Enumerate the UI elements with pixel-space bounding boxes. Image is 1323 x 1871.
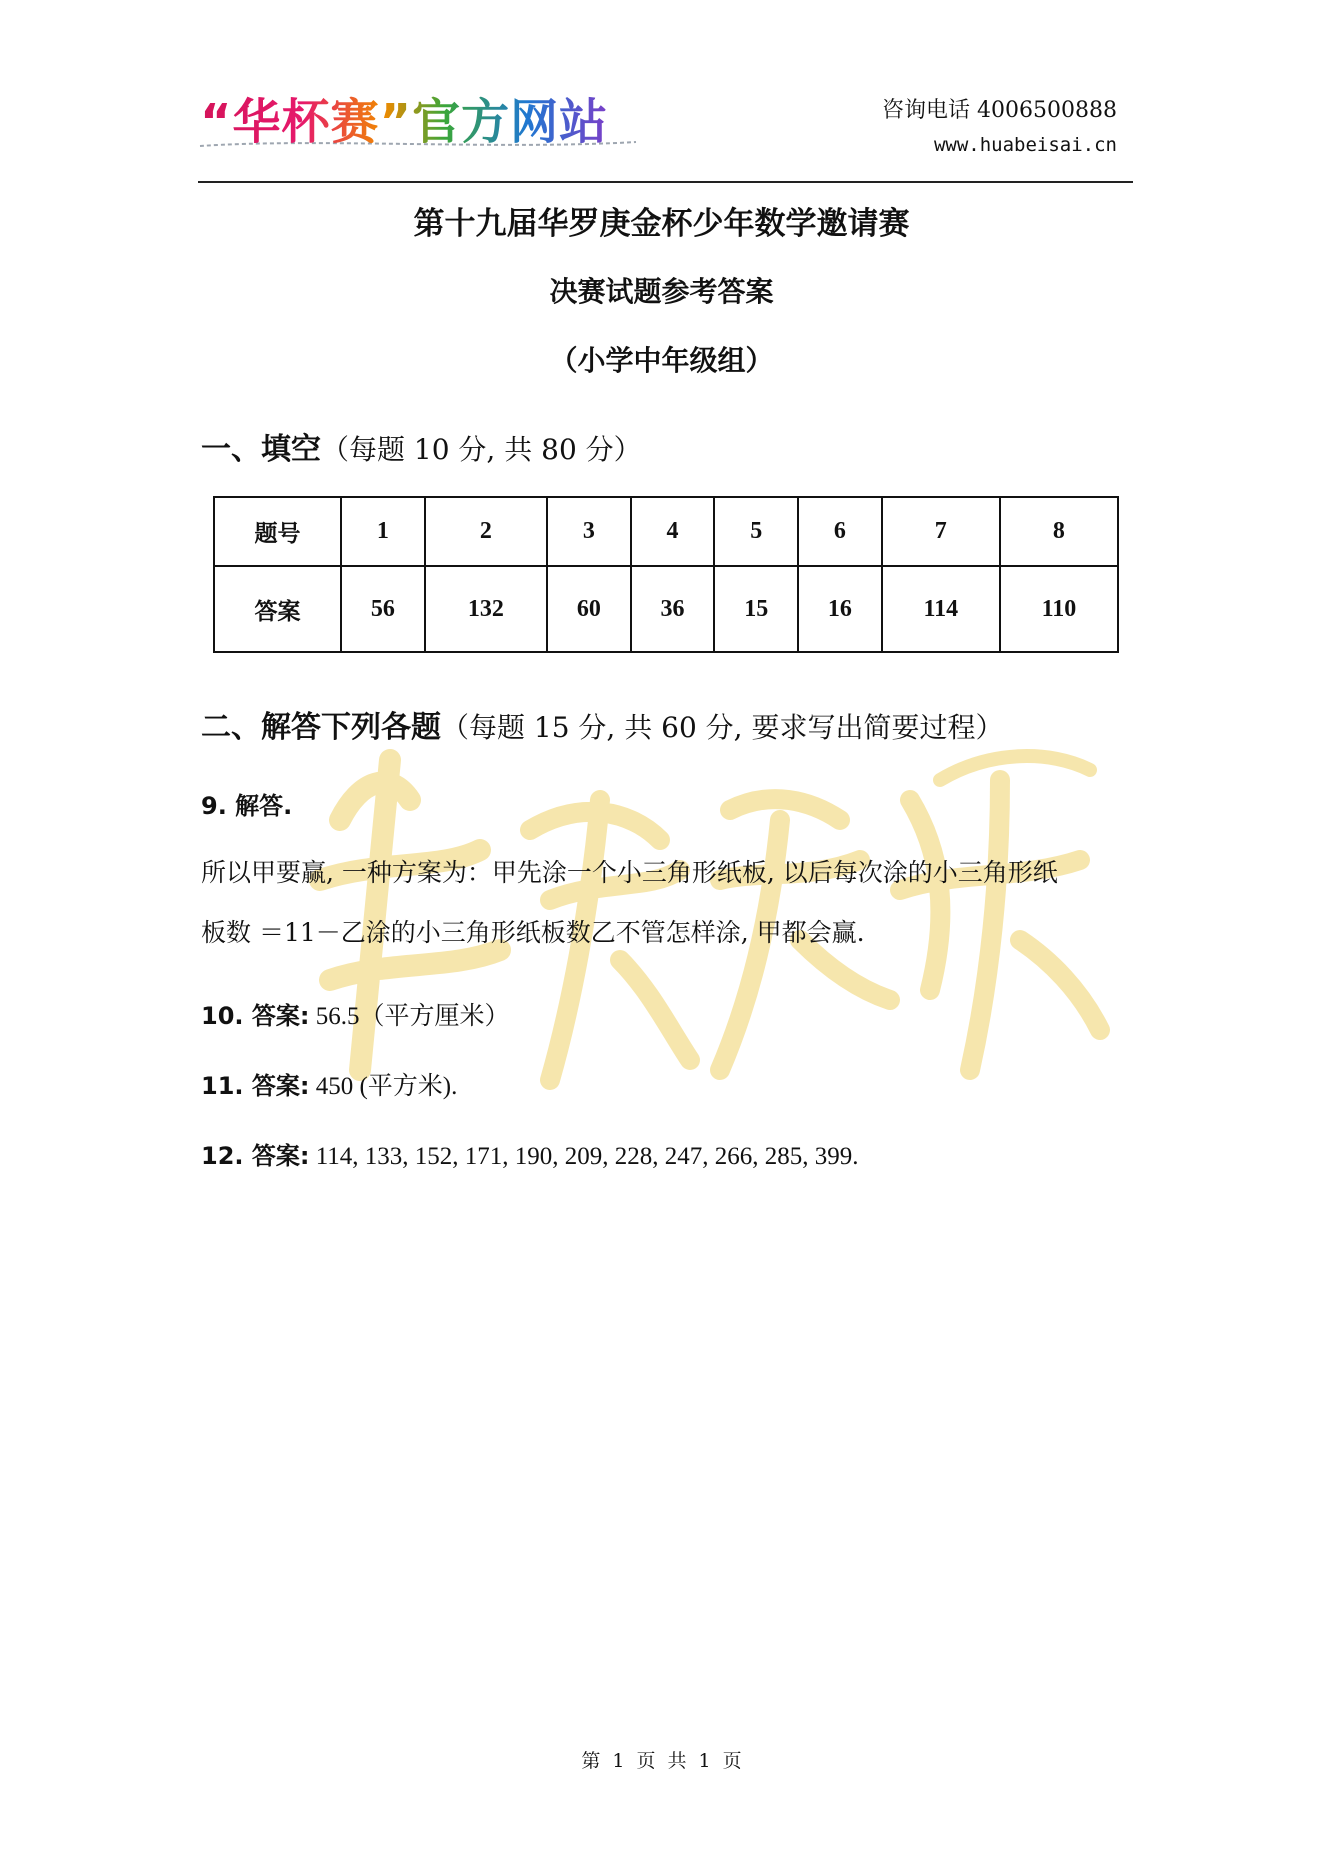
table-cell-number: 6	[798, 497, 882, 566]
table-row	[214, 497, 1118, 566]
answer-table	[213, 496, 1119, 653]
q9-line: 所以甲要赢, 一种方案为：甲先涂一个小三角形纸板, 以后每次涂的小三角形纸	[201, 858, 1058, 887]
section1-note: （每题 10 分, 共 80 分）	[321, 433, 642, 466]
q10-label: 10. 答案:	[201, 1002, 310, 1030]
table-cell-answer: 15	[714, 566, 798, 652]
table-row	[214, 566, 1118, 652]
q12-value: 114, 133, 152, 171, 190, 209, 228, 247, 266, 285, 399.	[309, 1143, 859, 1170]
site-logo	[198, 88, 638, 158]
table-cell-answer: 36	[631, 566, 715, 652]
logo-text: “华杯赛”官方网站	[200, 94, 609, 150]
section2-note: （每题 15 分, 共 60 分, 要求写出简要过程）	[441, 711, 1004, 744]
q9-solution	[201, 843, 1131, 963]
q12-label: 12. 答案:	[201, 1142, 310, 1170]
row-label-answer: 答案	[214, 566, 341, 652]
q10-value: 56.5（平方厘米）	[309, 1003, 510, 1030]
table-cell-number: 1	[341, 497, 425, 566]
phone-number: 咨询电话 4006500888	[882, 98, 1117, 123]
section1-title: 一、填空	[201, 432, 321, 467]
q9-line: 板数 ＝11－乙涂的小三角形纸板数乙不管怎样涂, 甲都会赢.	[201, 918, 865, 947]
table-cell-answer: 60	[547, 566, 631, 652]
section2-heading	[201, 702, 1003, 746]
q9-label	[201, 786, 292, 821]
q11-value: 450 (平方米).	[309, 1073, 458, 1100]
table-cell-number: 3	[547, 497, 631, 566]
table-cell-answer: 16	[798, 566, 882, 652]
table-cell-number: 7	[882, 497, 1000, 566]
table-cell-number: 2	[425, 497, 547, 566]
header-divider	[198, 181, 1133, 183]
q10-answer	[201, 996, 509, 1032]
table-cell-number: 8	[1000, 497, 1118, 566]
section2-title: 二、解答下列各题	[201, 710, 441, 745]
group-label: （小学中年级组）	[549, 344, 774, 377]
logo-graphic	[198, 88, 638, 158]
q12-answer	[201, 1136, 859, 1171]
table-cell-answer: 132	[425, 566, 547, 652]
page-title: 第十九届华罗庚金杯少年数学邀请赛	[413, 206, 910, 242]
contact-info	[882, 94, 1117, 162]
q9-label-text: 9. 解答.	[201, 792, 293, 820]
q11-label: 11. 答案:	[201, 1072, 310, 1100]
table-cell-answer: 114	[882, 566, 1000, 652]
section1-heading	[201, 424, 642, 468]
table-cell-answer: 110	[1000, 566, 1118, 652]
page-subtitle: 决赛试题参考答案	[549, 275, 774, 308]
row-label-number: 题号	[214, 497, 341, 566]
website-link[interactable]: www.huabeisai.cn	[933, 134, 1117, 156]
table-cell-number: 5	[714, 497, 798, 566]
table-cell-answer: 56	[341, 566, 425, 652]
q11-answer	[201, 1066, 457, 1102]
table-cell-number: 4	[631, 497, 715, 566]
page-footer: 第 1 页 共 1 页	[581, 1750, 742, 1772]
